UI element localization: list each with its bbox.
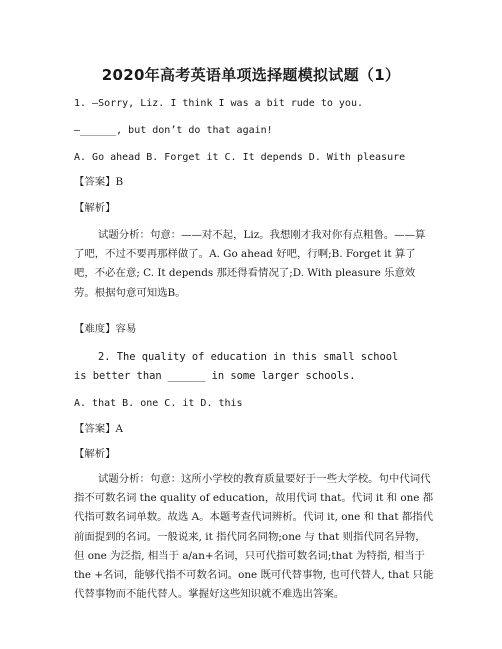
q1-stem: 1. —Sorry, Liz. I think I was a bit rude to you. <box>74 98 363 109</box>
q1-reply: —______, but don’t do that again! <box>74 125 273 136</box>
q2-options: A. that B. one C. it D. this <box>74 398 243 409</box>
q1-options: A. Go ahead B. Forget it C. It depends D. With pleasure <box>74 152 406 163</box>
document-title: 2020年高考英语单项选择题模拟试题（1） <box>101 66 401 84</box>
q2-stem: 2. The quality of education in this small school is better than ______ in some larger schools. <box>74 351 399 383</box>
q1-difficulty: 【难度】容易 <box>74 323 137 335</box>
q2-analysis-text: 试题分析：句意：这所小学校的教育质量要好于一些大学校。句中代词代指不可数名词 the quality of education，故用代词 that。代词 it 和 one 都代指可数名词单数。故选 A。本题考查代词辨析。代词 it, one 和 that 都指代前面提到的名词。一般说来, it 指代同名同物;one 与 that 则指代同名异物，但 one 为泛指, 相当于 a/an+名词，只可代指可数名词;that 为特指, 相当于 the +名词，能够代指不可数名词。one 既可代替事物, 也可代替人, that 只能代替事物而不能代替人。掌握好这些知识就不难选出答案。 <box>74 473 434 601</box>
q1-analysis-label: 【解析】 <box>74 202 116 214</box>
q2-stem-block <box>74 348 404 386</box>
q1-answer: 【答案】B <box>74 176 124 188</box>
q1-analysis <box>74 226 434 303</box>
q1-analysis-text: 试题分析：句意：——对不起，Liz。我想刚才我对你有点粗鲁。——算了吧，不过不要再那样做了。A. Go ahead 好吧，行啊;B. Forget it 算了吧，不必在意; C. It depends 那还得看情况了;D. With pleasure 乐意效劳。根据句意可知选B。 <box>74 229 426 299</box>
q2-answer: 【答案】A <box>74 423 124 435</box>
q2-analysis-label: 【解析】 <box>74 448 116 460</box>
q2-analysis <box>74 470 434 604</box>
